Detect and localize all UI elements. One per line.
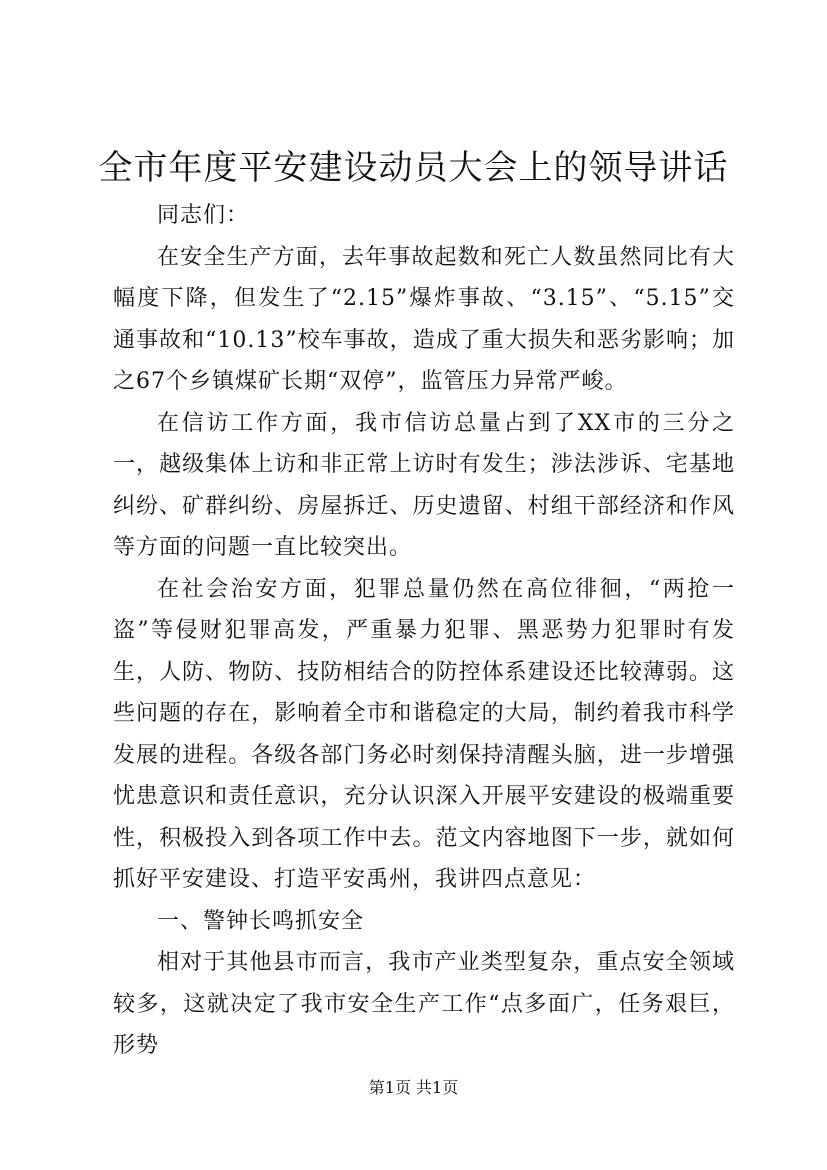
paragraph-safety-production: 在安全生产方面，去年事故起数和死亡人数虽然同比有大幅度下降，但发生了“2.15”爆炸事故、“3.15”、“5.15”交通事故和“10.13”校车事故，造成了重大损失和恶劣影响；加之67个乡镇煤矿长期“双停”，监管压力异常严峻。: [113, 244, 735, 394]
document-body: [113, 195, 735, 1067]
salutation: 同志们：: [157, 203, 250, 228]
paragraph-public-security: 在社会治安方面，犯罪总量仍然在高位徘徊，“两抢一盗”等侵财犯罪高发，严重暴力犯罪、黑恶势力犯罪时有发生，人防、物防、技防相结合的防控体系建设还比较薄弱。这些问题的存在，影响着全市和谐稳定的大局，制约着我市科学发展的进程。各级各部门务必时刻保持清醒头脑，进一步增强忧患意识和责任意识，充分认识深入开展平安建设的极端重要性，积极投入到各项工作中去。范文内容地图下一步，就如何抓好平安建设、打造平安禹州，我讲四点意见：: [113, 576, 735, 892]
document-title: 全市年度平安建设动员大会上的领导讲话: [98, 148, 729, 188]
page-footer: 第1页 共1页: [368, 1078, 459, 1097]
paragraph-section-1-intro: 相对于其他县市而言，我市产业类型复杂，重点安全领域较多，这就决定了我市安全生产工作“点多面广，任务艰巨，形势: [113, 950, 735, 1058]
paragraph-petition-work: 在信访工作方面，我市信访总量占到了XX市的三分之一，越级集体上访和非正常上访时有发生；涉法涉诉、宅基地纠纷、矿群纠纷、房屋拆迁、历史遗留、村组干部经济和作风等方面的问题一直比较突出。: [113, 410, 735, 560]
section-heading-1: 一、警钟长鸣抓安全: [157, 908, 365, 934]
